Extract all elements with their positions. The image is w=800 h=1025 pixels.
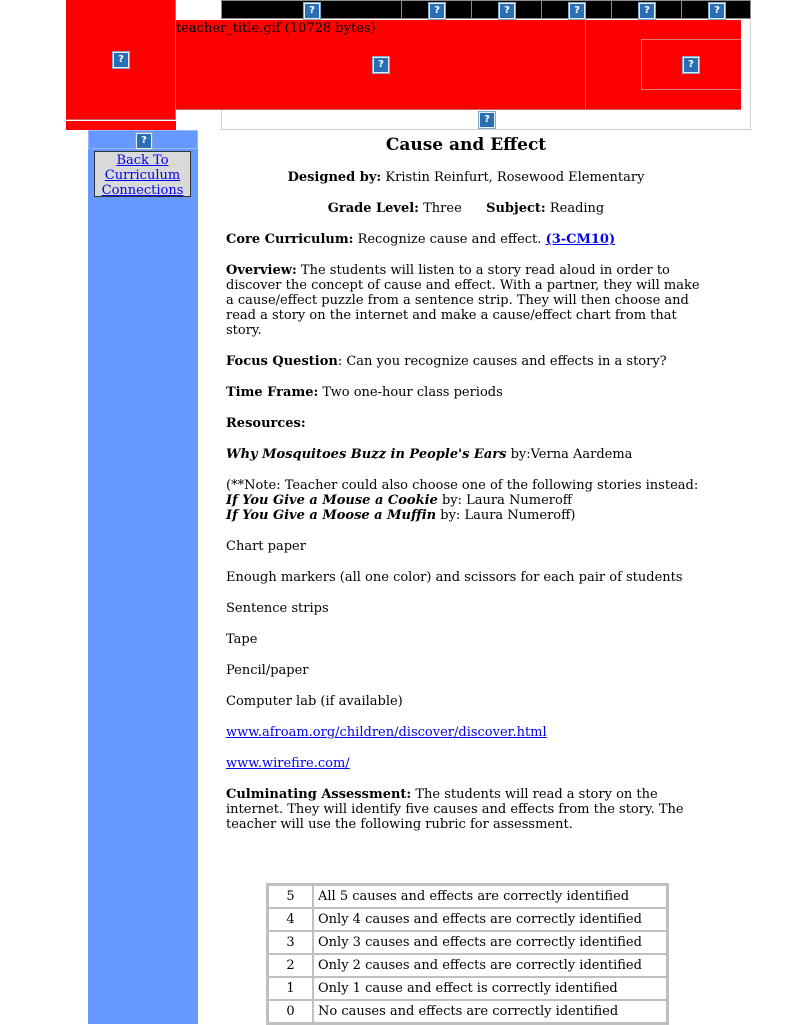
rubric-score: 2 (268, 954, 313, 977)
subject-value: Reading (549, 201, 605, 216)
resource-link-afroam[interactable]: www.afroam.org/children/discover/discover.html (226, 725, 547, 740)
sidebar (88, 130, 198, 1024)
focus-value: : Can you recognize causes and effects in a story? (337, 354, 667, 369)
resource-link-wirefire[interactable]: www.wirefire.com/ (226, 756, 350, 771)
broken-image-icon: ? (304, 3, 320, 19)
table-row (268, 954, 667, 977)
title-image-alt-text: teacher_title.gif (10728 bytes) (176, 21, 376, 36)
book-author: by:Verna Aardema (510, 447, 633, 462)
nav-button-3[interactable] (471, 0, 542, 19)
nav-button-4[interactable] (541, 0, 612, 19)
table-row (268, 977, 667, 1000)
rubric-score: 3 (268, 931, 313, 954)
alt-book-1-title: If You Give a Mouse a Cookie (226, 493, 438, 508)
overview-value: The students will listen to a story read aloud in order to discover the concept of cause and effect. With a partner, they will make a cause/effect puzzle from a sentence strip. They will then choose and read a story on the internet and make a cause/effect chart from that story. (226, 263, 700, 338)
nav-button-6[interactable] (681, 0, 751, 19)
rubric-description: Only 3 causes and effects are correctly identified (313, 931, 667, 954)
table-row (268, 908, 667, 931)
resource-link-1-row (226, 725, 706, 740)
grade-value: Three (423, 201, 462, 216)
core-standard-link[interactable]: (3-CM10) (545, 232, 616, 247)
rubric-description: No causes and effects are correctly identified (313, 1000, 667, 1023)
alternate-books-note (226, 478, 706, 523)
broken-image-icon: ? (569, 3, 585, 19)
overview-label: Overview: (226, 263, 297, 278)
back-to-curriculum-box (94, 151, 191, 197)
focus-question (226, 354, 706, 369)
nav-button-1[interactable] (221, 0, 402, 19)
assessment-label: Culminating Assessment: (226, 787, 412, 802)
rubric-score: 4 (268, 908, 313, 931)
core-value: Recognize cause and effect. (357, 232, 542, 247)
overview (226, 263, 706, 338)
grade-subject (226, 201, 706, 216)
material-item: Pencil/paper (226, 663, 309, 678)
broken-image-icon: ? (136, 133, 152, 149)
alt-book-2-author: by: Laura Numeroff) (440, 508, 576, 523)
assessment-value: The students will read a story on the internet. They will identify five causes and effects from the story. The teacher will use the following rubric for assessment. (226, 787, 684, 832)
resources-heading: Resources: (226, 416, 306, 431)
broken-image-icon: ? (113, 52, 129, 68)
material-item: Sentence strips (226, 601, 329, 616)
broken-image-icon: ? (373, 57, 389, 73)
broken-image-icon: ? (683, 57, 699, 73)
header-right-border (741, 20, 751, 110)
back-to-curriculum-link[interactable]: Back To Curriculum Connections (101, 153, 184, 198)
rubric-description: Only 1 cause and effect is correctly identified (313, 977, 667, 1000)
grade-label: Grade Level: (327, 201, 419, 216)
broken-image-icon: ? (479, 112, 495, 128)
rubric-score: 1 (268, 977, 313, 1000)
main-book (226, 447, 706, 462)
logo-image-strip (66, 121, 176, 130)
designed-by-value: Kristin Reinfurt, Rosewood Elementary (385, 170, 645, 185)
time-label: Time Frame: (226, 385, 319, 400)
broken-image-icon: ? (499, 3, 515, 19)
designed-by-label: Designed by: (287, 170, 382, 185)
rubric-score: 0 (268, 1000, 313, 1023)
note-intro: (**Note: Teacher could also choose one of the following stories instead: (226, 478, 699, 493)
alt-book-2-title: If You Give a Moose a Muffin (226, 508, 437, 523)
material-item: Chart paper (226, 539, 306, 554)
broken-image-icon: ? (639, 3, 655, 19)
table-row (268, 931, 667, 954)
core-label: Core Curriculum: (226, 232, 354, 247)
time-value: Two one-hour class periods (322, 385, 503, 400)
book-title: Why Mosquitoes Buzz in People's Ears (226, 447, 507, 462)
table-row (268, 1000, 667, 1023)
nav-button-5[interactable] (611, 0, 682, 19)
rubric-description: Only 4 causes and effects are correctly identified (313, 908, 667, 931)
broken-image-icon: ? (429, 3, 445, 19)
logo-image-block (66, 0, 176, 120)
focus-label: Focus Question (226, 354, 338, 369)
designed-by (226, 170, 706, 185)
material-item: Tape (226, 632, 258, 647)
culminating-assessment (226, 787, 706, 832)
table-row (268, 885, 667, 908)
rubric-table (266, 883, 669, 1025)
core-curriculum (226, 232, 706, 247)
material-item: Enough markers (all one color) and scissors for each pair of students (226, 570, 683, 585)
resource-link-2-row (226, 756, 706, 771)
header-right-image (586, 20, 741, 110)
title-image (176, 20, 586, 110)
alt-book-1-author: by: Laura Numeroff (441, 493, 573, 508)
subject-label: Subject: (486, 201, 546, 216)
page-title: Cause and Effect (385, 135, 547, 155)
broken-image-icon: ? (709, 3, 725, 19)
material-item: Computer lab (if available) (226, 694, 403, 709)
rubric-description: All 5 causes and effects are correctly identified (313, 885, 667, 908)
rubric-description: Only 2 causes and effects are correctly identified (313, 954, 667, 977)
time-frame (226, 385, 706, 400)
sidebar-header-image (88, 130, 198, 149)
sub-banner (221, 110, 751, 130)
rubric-score: 5 (268, 885, 313, 908)
nav-button-2[interactable] (401, 0, 472, 19)
